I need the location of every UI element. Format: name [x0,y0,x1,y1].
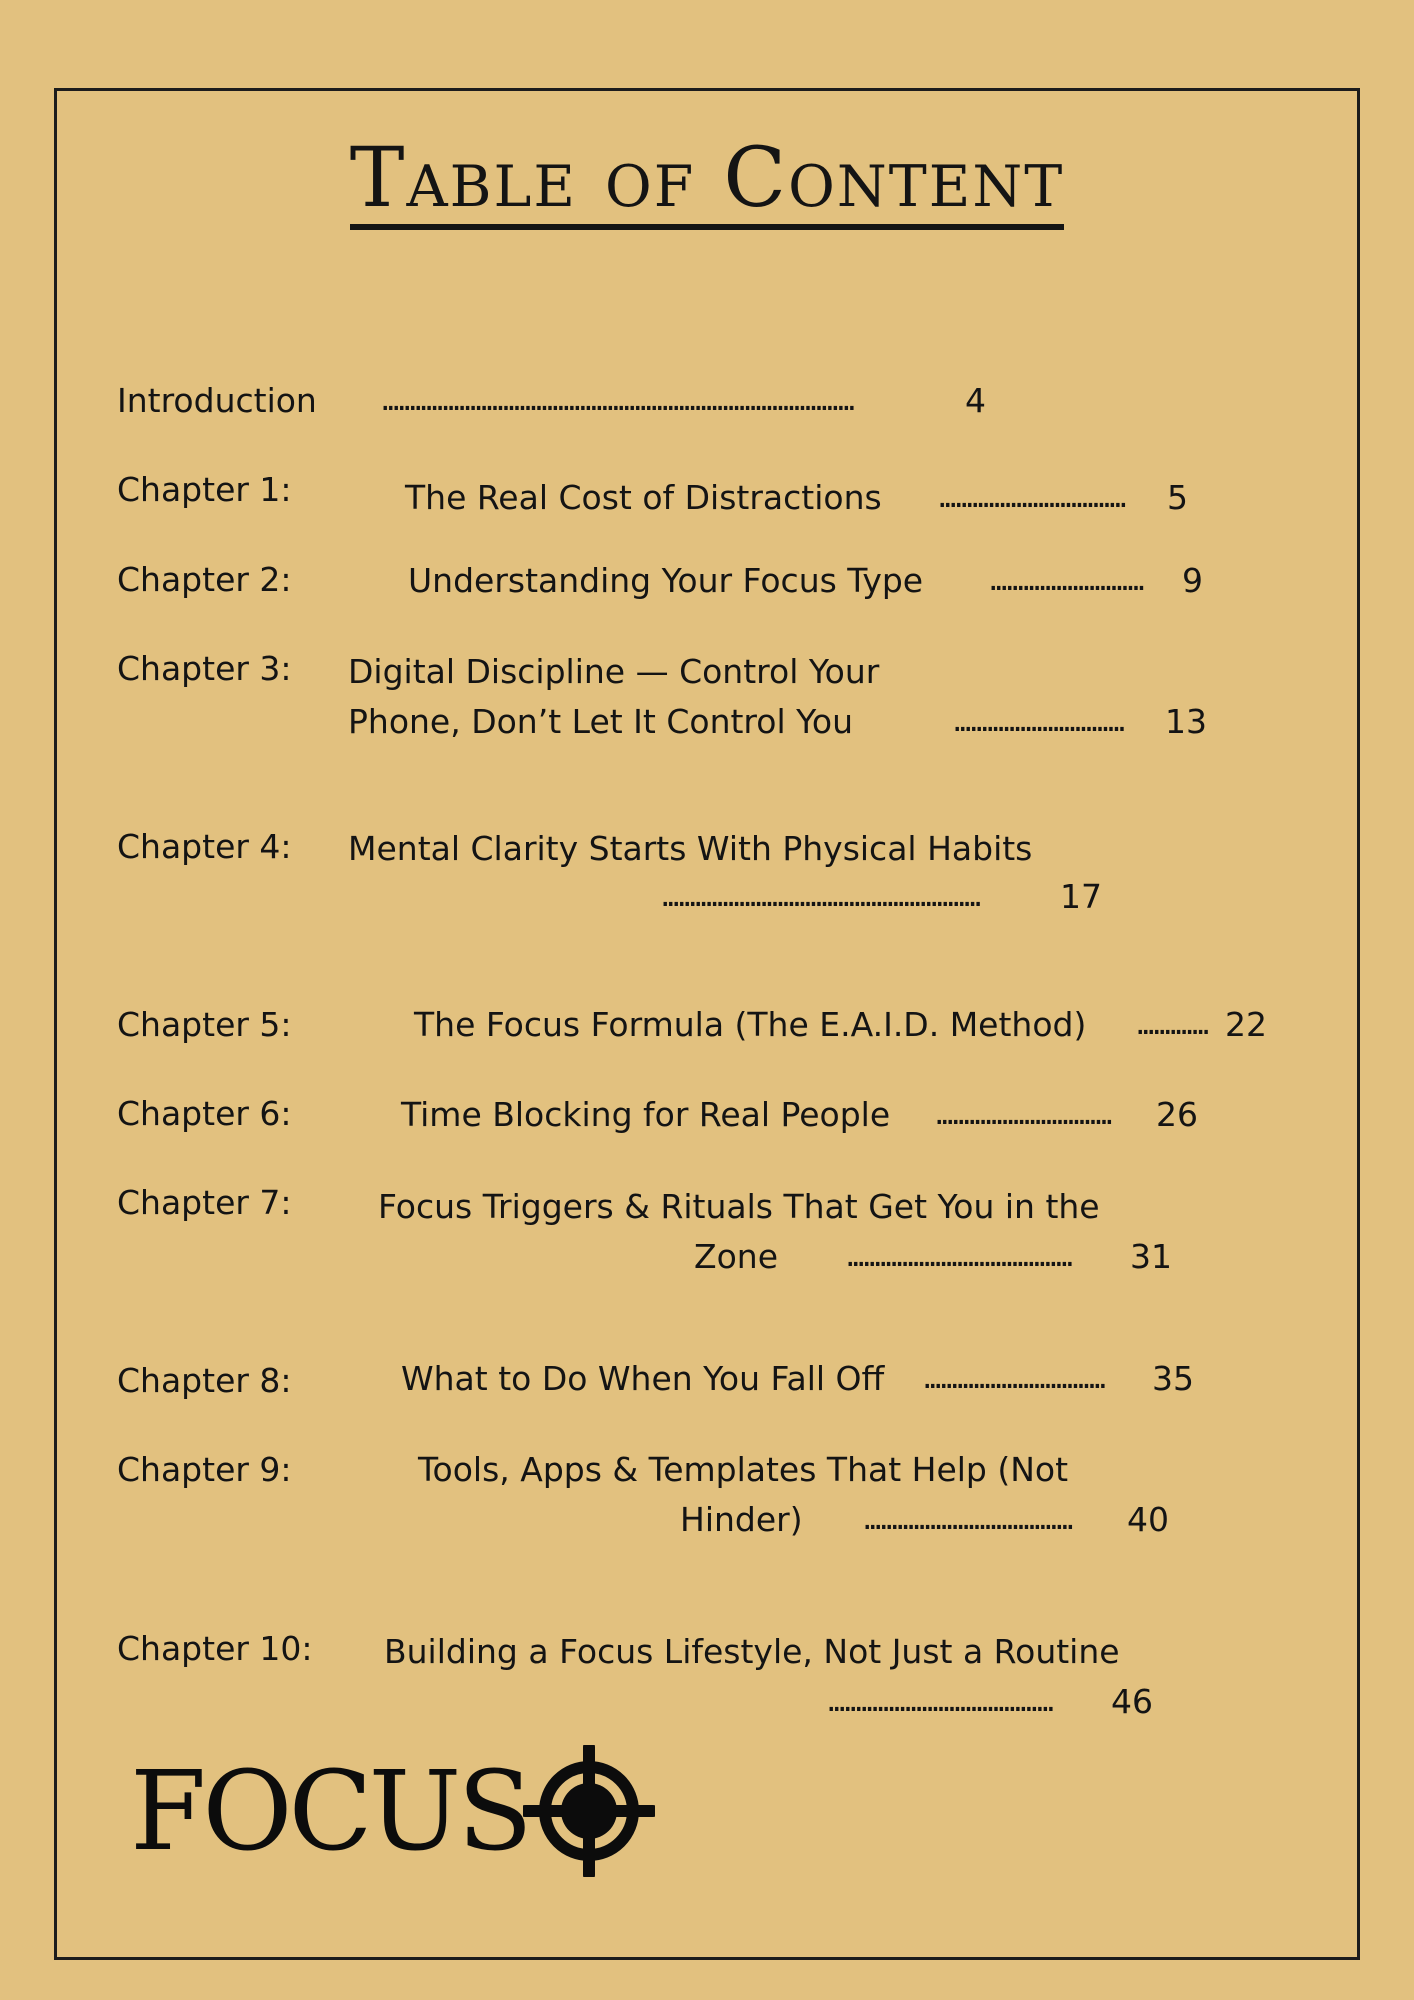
toc-label-chapter-1: Chapter 1: [117,470,292,509]
toc-label-chapter-3: Chapter 3: [117,649,292,688]
toc-page-number: 31 [1130,1237,1172,1276]
toc-label-introduction: Introduction [117,381,317,420]
toc-title-chapter-7-line-2: Zone [694,1237,779,1276]
toc-leader-dots: ................................ [934,1096,1110,1129]
toc-leader-dots: ......................................... [845,1238,1071,1271]
toc-leader-dots: ............. [1135,1006,1207,1039]
toc-title-chapter-9-line-1: Tools, Apps & Templates That Help (Not [418,1450,1069,1489]
toc-leader-dots: ............................... [952,703,1123,736]
toc-leader-dots: ......................................... [826,1683,1052,1716]
toc-label-chapter-7: Chapter 7: [117,1183,292,1222]
toc-title-chapter-1: The Real Cost of Distractions [405,478,882,517]
toc-label-chapter-4: Chapter 4: [117,827,292,866]
toc-page-number: 17 [1060,877,1102,916]
toc-page-number: 5 [1167,478,1188,517]
toc-page-number: 9 [1182,561,1203,600]
toc-leader-dots: ...................................................................................... [380,382,853,415]
toc-label-chapter-9: Chapter 9: [117,1450,292,1489]
toc-page-number: 22 [1225,1005,1267,1044]
toc-page-number: 26 [1156,1095,1198,1134]
toc-title-chapter-4: Mental Clarity Starts With Physical Habits [348,829,1033,868]
toc-title-chapter-2: Understanding Your Focus Type [408,561,924,600]
toc-title-chapter-9-line-2: Hinder) [680,1500,803,1539]
toc-title-chapter-7-line-1: Focus Triggers & Rituals That Get You in the [378,1187,1100,1226]
toc-label-chapter-6: Chapter 6: [117,1094,292,1133]
toc-title-chapter-3-line-1: Digital Discipline — Control Your [348,652,880,691]
toc-page-number: 35 [1152,1359,1194,1398]
crosshair-target-icon [523,1745,655,1877]
page-title: Table of Content [0,138,1414,230]
toc-title-chapter-8: What to Do When You Fall Off [401,1359,885,1398]
toc-leader-dots: ...................................... [862,1501,1071,1534]
toc-page-number: 4 [965,381,986,420]
toc-label-chapter-5: Chapter 5: [117,1005,292,1044]
toc-title-chapter-3-line-2: Phone, Don’t Let It Control You [348,702,853,741]
toc-leader-dots: .......................................................... [660,878,979,911]
logo-wordmark: FOCUS [130,1747,529,1875]
toc-leader-dots: .................................. [937,479,1124,512]
toc-page-number: 13 [1165,702,1207,741]
toc-label-chapter-2: Chapter 2: [117,560,292,599]
toc-title-chapter-10: Building a Focus Lifestyle, Not Just a Routine [384,1632,1120,1671]
focus-logo [130,1745,655,1877]
toc-page-number: 46 [1111,1682,1153,1721]
toc-label-chapter-10: Chapter 10: [117,1629,313,1668]
toc-leader-dots: ................................. [922,1360,1104,1393]
toc-label-chapter-8: Chapter 8: [117,1361,292,1400]
toc-title-chapter-6: Time Blocking for Real People [401,1095,891,1134]
toc-title-chapter-5: The Focus Formula (The E.A.I.D. Method) [414,1005,1087,1044]
toc-page-number: 40 [1127,1500,1169,1539]
toc-leader-dots: ............................ [988,562,1142,595]
